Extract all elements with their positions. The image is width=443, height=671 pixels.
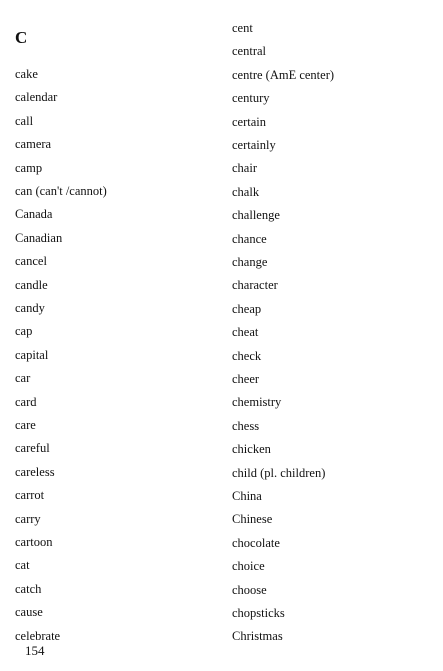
word-entry: character — [232, 278, 278, 293]
word-entry: chance — [232, 231, 267, 246]
section-letter: C — [15, 28, 28, 47]
word-entry: cap — [15, 324, 33, 339]
word-entry: chicken — [232, 442, 271, 457]
word-entry: change — [232, 255, 268, 269]
word-entry: camera — [15, 137, 52, 152]
word-entry: candle — [15, 277, 48, 292]
word-entry: cheat — [232, 325, 259, 340]
word-entry: challenge — [232, 208, 280, 223]
word-entry: child (pl. children) — [232, 465, 326, 480]
word-entry: chess — [232, 418, 260, 433]
word-entry: choice — [232, 559, 265, 574]
word-entry: China — [232, 489, 262, 503]
word-entry: Canada — [15, 207, 53, 222]
word-entry: carry — [15, 511, 41, 526]
word-entry: check — [232, 348, 262, 363]
word-entry: cartoon — [15, 535, 53, 549]
word-entry: camp — [15, 160, 43, 175]
word-entry: calendar — [15, 90, 58, 105]
word-entry: careless — [15, 464, 55, 479]
word-entry: chalk — [232, 184, 260, 199]
word-entry: cat — [15, 558, 30, 573]
word-entry: cent — [232, 21, 253, 35]
word-entry: card — [15, 394, 37, 409]
word-entry: central — [232, 44, 267, 59]
word-entry: cheap — [232, 301, 262, 316]
word-entry: certainly — [232, 138, 276, 152]
word-entry: cause — [15, 605, 43, 620]
word-entry: call — [15, 113, 34, 128]
word-entry: capital — [15, 347, 49, 362]
word-entry: Christmas — [232, 629, 283, 644]
word-entry: chopsticks — [232, 606, 285, 620]
word-entry: carrot — [15, 488, 45, 503]
word-entry: century — [232, 91, 270, 106]
word-entry: careful — [15, 441, 50, 456]
page-number: 154 — [25, 643, 45, 658]
word-entry: candy — [15, 301, 45, 315]
word-entry: chocolate — [232, 535, 280, 550]
word-entry: Chinese — [232, 512, 273, 527]
word-entry: chemistry — [232, 395, 282, 410]
word-entry: certain — [232, 114, 267, 129]
word-entry: choose — [232, 582, 267, 597]
word-entry: can (can't /cannot) — [15, 184, 107, 198]
word-entry: car — [15, 371, 31, 386]
word-entry: cheer — [232, 372, 260, 386]
word-entry: cancel — [15, 254, 47, 269]
word-entry: Canadian — [15, 230, 63, 245]
word-entry: chair — [232, 161, 257, 176]
word-entry: celebrate — [15, 628, 61, 643]
word-entry: care — [15, 418, 36, 432]
word-entry: cake — [15, 67, 38, 81]
word-entry: centre (AmE center) — [232, 67, 335, 82]
word-entry: catch — [15, 581, 42, 596]
